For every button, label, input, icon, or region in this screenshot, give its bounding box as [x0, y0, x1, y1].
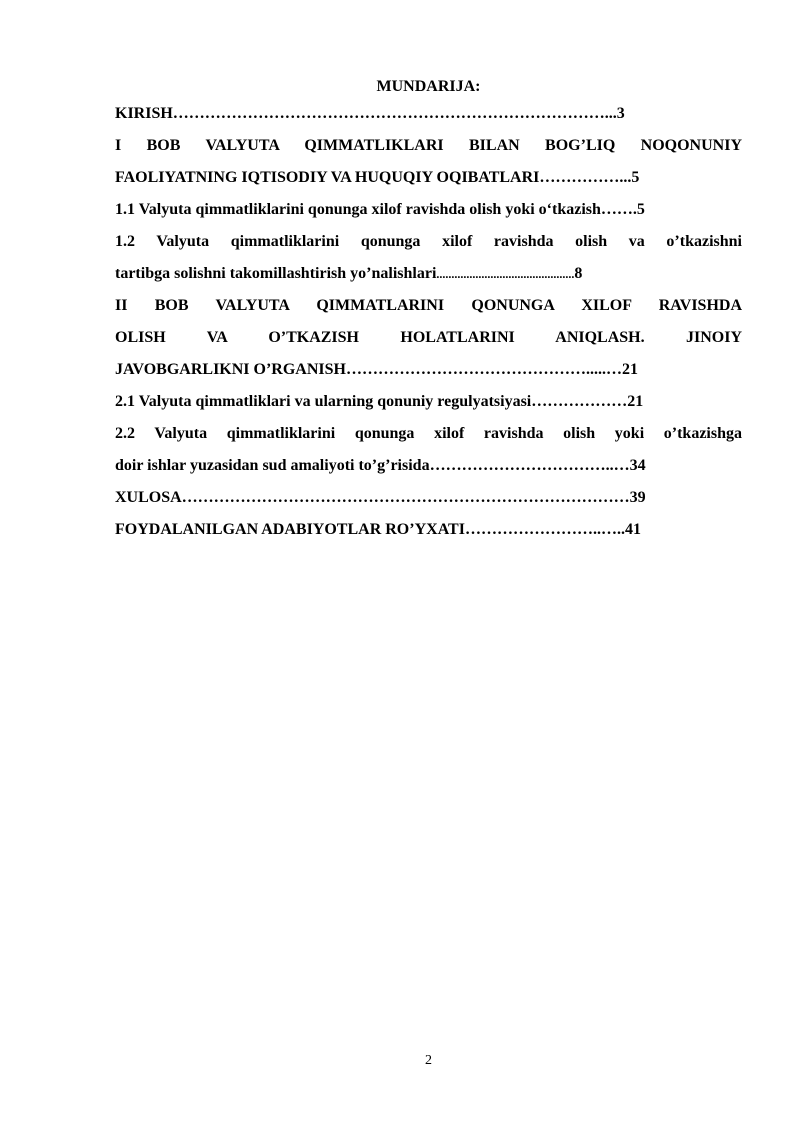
toc-page-ref: 8 [574, 265, 583, 282]
toc-entry-section-1-2-line-1: 1.2 Valyuta qimmatliklarini qonunga xilof ravishda olish va o’tkazishni [115, 233, 742, 250]
toc-entry-chapter-2-line-2: OLISH VA O’TKAZISH HOLATLARINI ANIQLASH. JINOIY [115, 329, 742, 346]
toc-entry-chapter-1-line-1: I BOB VALYUTA QIMMATLIKLARI BILAN BOG’LIQ NOQONUNIY [115, 137, 742, 154]
toc-title: MUNDARIJA: [376, 78, 481, 95]
toc-entry-xulosa: XULOSA…………………………………………………………………………39 [115, 489, 646, 506]
toc-leader-dots: .............................................. [436, 267, 575, 281]
toc-entry-bibliography: FOYDALANILGAN ADABIYOTLAR RO’YXATI……………………..…..41 [115, 521, 641, 538]
toc-entry-chapter-2-line-3: JAVOBGARLIKNI O’RGANISH……………………………………….....…21 [115, 361, 638, 378]
toc-entry-chapter-2-line-1: II BOB VALYUTA QIMMATLARINI QONUNGA XILOF RAVISHDA [115, 297, 742, 314]
toc-entry-chapter-1-line-2: FAOLIYATNING IQTISODIY VA HUQUQIY OQIBATLARI……………...5 [115, 169, 640, 186]
toc-entry-section-2-1: 2.1 Valyuta qimmatliklari va ularning qonuniy regulyatsiyasi………………21 [115, 393, 644, 410]
table-of-contents [115, 76, 742, 546]
toc-entry-section-1-2-line-2 [115, 258, 742, 290]
toc-entry-section-2-2-line-2: doir ishlar yuzasidan sud amaliyoti to’g’risida……………………………..…34 [115, 457, 646, 474]
toc-entry-section-2-2-line-1: 2.2 Valyuta qimmatliklarini qonunga xilof ravishda olish yoki o’tkazishga [115, 425, 742, 442]
toc-entry-section-1-2-text: tartibga solishni takomillashtirish yo’nalishlari [115, 265, 437, 282]
toc-entry-section-1-1: 1.1 Valyuta qimmatliklarini qonunga xilof ravishda olish yoki o‘tkazish…….5 [115, 201, 645, 218]
toc-entry-kirish: KIRISH………………………………………………………………………...3 [115, 105, 625, 122]
page-number: 2 [425, 1053, 432, 1068]
